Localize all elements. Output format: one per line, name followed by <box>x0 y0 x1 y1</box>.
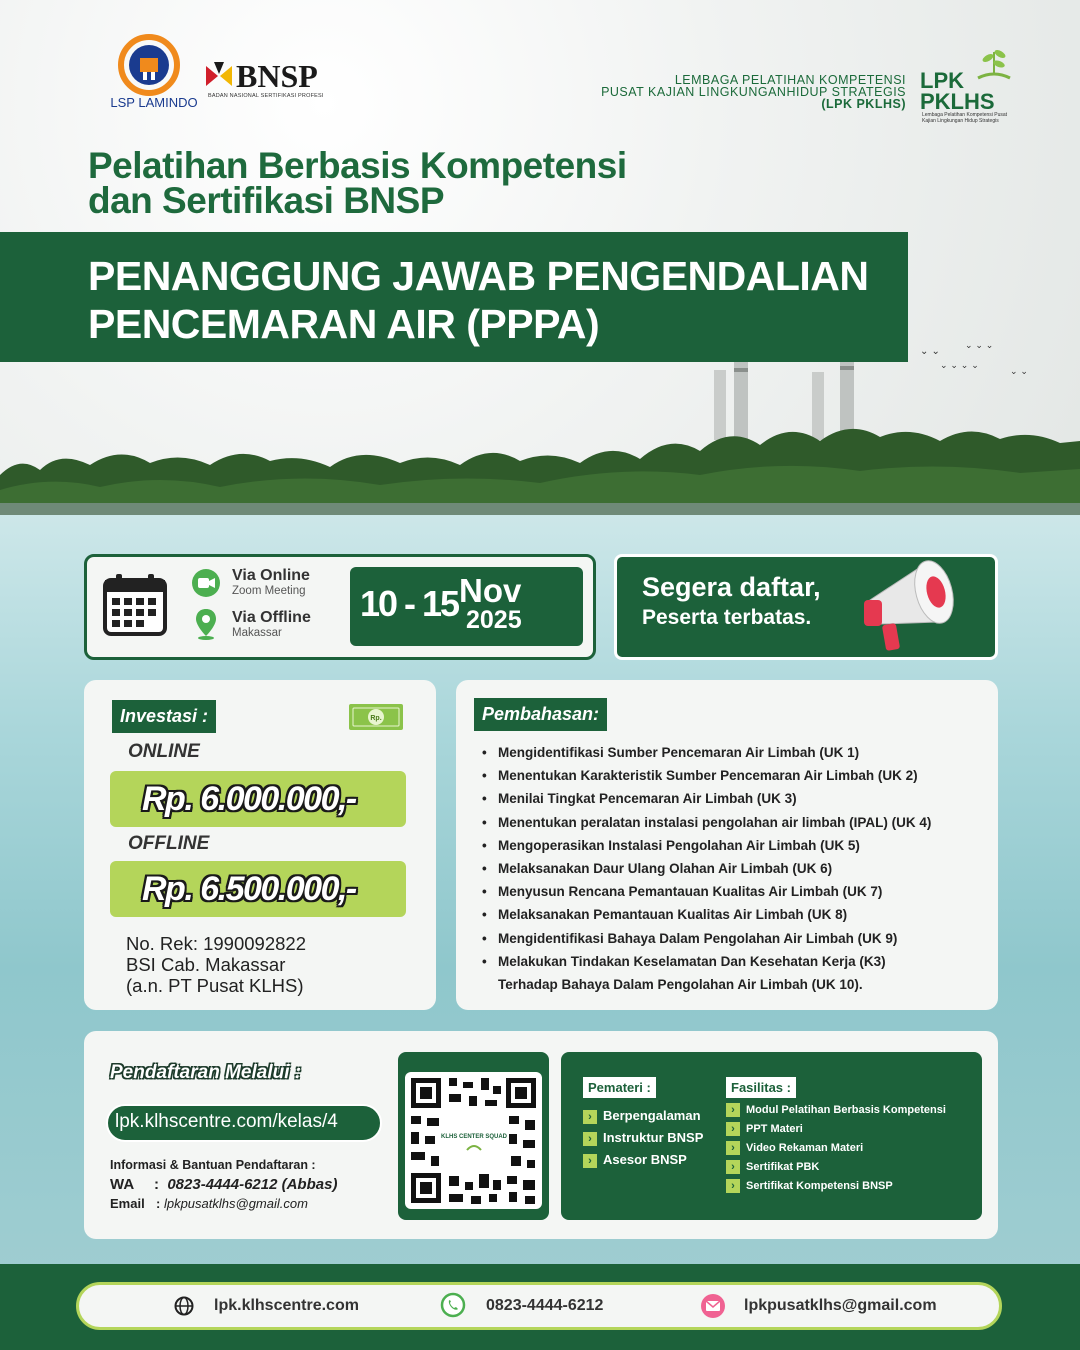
list-item: • Menyusun Rencana Pemantauan Kualitas Air Limbah (UK 7) <box>482 880 992 903</box>
qr-code[interactable] <box>405 1072 542 1209</box>
location-pin-icon <box>194 608 218 640</box>
help-title: Informasi & Bantuan Pendaftaran : <box>110 1158 316 1172</box>
qr-center-text: KLHS CENTER SQUAD <box>440 1134 508 1140</box>
chevron-right-icon: › <box>726 1141 740 1155</box>
birds-image <box>910 336 1060 386</box>
offline-label: Via Offline <box>232 609 311 626</box>
registration-url[interactable]: lpk.klhscentre.com/kelas/4 <box>115 1111 338 1132</box>
money-icon-text: Rp. <box>370 715 382 722</box>
footer-phone[interactable]: 0823-4444-6212 <box>486 1297 604 1314</box>
email-label: Email <box>110 1196 145 1211</box>
cta-line-2: Peserta terbatas. <box>642 606 812 629</box>
wa-label: WA <box>110 1176 135 1193</box>
headline <box>88 145 627 221</box>
bank-account-holder: (a.n. PT Pusat KLHS) <box>126 975 304 996</box>
list-item: › Instruktur BNSP <box>583 1130 703 1146</box>
bank-branch: BSI Cab. Makassar <box>126 954 286 975</box>
chevron-right-icon: › <box>583 1132 597 1146</box>
topics-list <box>482 741 992 996</box>
list-item: • Menilai Tingkat Pencemaran Air Limbah (UK 3) <box>482 787 992 810</box>
online-option <box>232 567 310 597</box>
megaphone-icon <box>858 548 968 658</box>
chevron-right-icon: › <box>726 1160 740 1174</box>
chevron-right-icon: › <box>583 1154 597 1168</box>
wa-number[interactable]: 0823-4444-6212 (Abbas) <box>167 1176 338 1193</box>
list-item: • Melakukan Tindakan Keselamatan Dan Kesehatan Kerja (K3) Terhadap Bahaya Dalam Pengolahan Air Limbah (UK 10). <box>482 950 922 996</box>
footer-website[interactable]: lpk.klhscentre.com <box>214 1297 359 1314</box>
list-item: › Sertifikat PBK <box>726 1160 946 1174</box>
topics-title: Pembahasan: <box>474 698 607 731</box>
online-label: Via Online <box>232 567 310 584</box>
online-sublabel: Zoom Meeting <box>232 585 306 597</box>
online-price: Rp. 6.000.000,- <box>142 780 356 818</box>
svg-text:⌄ ⌄ ⌄ ⌄: ⌄ ⌄ ⌄ ⌄ <box>940 361 979 371</box>
calendar-icon <box>102 572 168 638</box>
svg-text:⌄ ⌄: ⌄ ⌄ <box>920 346 940 357</box>
date-month: Nov <box>459 572 522 609</box>
list-item: • Menentukan peralatan instalasi pengolahan air limbah (IPAL) (UK 4) <box>482 811 992 834</box>
lpk-logo-line-1: LPK <box>920 68 964 93</box>
bank-account-info <box>126 933 306 996</box>
lsp-lamindo-logo <box>118 34 180 96</box>
facilities-list <box>726 1103 946 1193</box>
chevron-right-icon: › <box>726 1122 740 1136</box>
registration-title: Pendaftaran Melalui : <box>110 1062 302 1083</box>
money-icon <box>348 703 404 731</box>
wa-row: WA : 0823-4444-6212 (Abbas) <box>110 1176 338 1193</box>
lpk-logo-text <box>920 70 995 112</box>
lpk-logo-subtitle: Lembaga Pelatihan Kompetensi Pusat Kajian Lingkungan Hidup Strategis <box>922 112 1008 124</box>
chevron-right-icon: › <box>726 1103 740 1117</box>
bnsp-name: BNSP <box>236 58 318 94</box>
bnsp-subtitle: BADAN NASIONAL SERTIFIKASI PROFESI <box>208 93 324 99</box>
list-item: › Video Rekaman Materi <box>726 1141 946 1155</box>
list-item: • Mengoperasikan Instalasi Pengolahan Air Limbah (UK 5) <box>482 834 992 857</box>
offline-price: Rp. 6.500.000,- <box>142 870 356 908</box>
lpk-logo-line-2: PKLHS <box>920 89 995 114</box>
facilities-title: Fasilitas : <box>726 1077 796 1098</box>
speakers-title: Pemateri : <box>583 1077 656 1098</box>
svg-text:⌄ ⌄ ⌄: ⌄ ⌄ ⌄ <box>965 341 994 351</box>
list-item: • Mengidentifikasi Sumber Pencemaran Air Limbah (UK 1) <box>482 741 992 764</box>
lpk-line-3: (LPK PKLHS) <box>821 97 906 111</box>
online-price-label: ONLINE <box>128 741 200 762</box>
email-icon <box>700 1293 726 1319</box>
lsp-name: LSP LAMINDO <box>110 95 198 110</box>
svg-text:⌄ ⌄: ⌄ ⌄ <box>1010 367 1028 377</box>
list-item: • Mengidentifikasi Bahaya Dalam Pengolahan Air Limbah (UK 9) <box>482 927 992 950</box>
list-item: › Sertifikat Kompetensi BNSP <box>726 1179 946 1193</box>
headline-line-2: dan Sertifikasi BNSP <box>88 180 445 221</box>
course-title-line-1: PENANGGUNG JAWAB PENGENDALIAN <box>88 253 869 299</box>
email-row: Email : lpkpusatklhs@gmail.com <box>110 1196 308 1211</box>
video-camera-icon <box>190 568 222 598</box>
cta-line-1: Segera daftar, <box>642 572 821 602</box>
chevron-right-icon: › <box>583 1110 597 1124</box>
course-title-line-2: PENCEMARAN AIR (PPPA) <box>88 301 600 347</box>
footer-email[interactable]: lpkpusatklhs@gmail.com <box>744 1297 937 1314</box>
list-item: • Melaksanakan Daur Ulang Olahan Air Limbah (UK 6) <box>482 857 992 880</box>
whatsapp-icon <box>440 1292 466 1318</box>
speakers-list <box>583 1108 703 1168</box>
bnsp-emblem-icon <box>204 60 234 92</box>
chevron-right-icon: › <box>726 1179 740 1193</box>
list-item: › Asesor BNSP <box>583 1152 703 1168</box>
list-item: › Berpengalaman <box>583 1108 703 1124</box>
course-title <box>88 252 869 348</box>
email-address[interactable]: lpkpusatklhs@gmail.com <box>163 1196 308 1211</box>
list-item: › PPT Materi <box>726 1122 946 1136</box>
tree-line-image <box>0 415 1080 515</box>
headline-line-1: Pelatihan Berbasis Kompetensi <box>88 145 627 186</box>
list-item: • Menentukan Karakteristik Sumber Pencemaran Air Limbah (UK 2) <box>482 764 992 787</box>
date-year: 2025 <box>466 606 522 634</box>
lpk-description <box>560 74 906 110</box>
lpk-line-1: LEMBAGA PELATIHAN KOMPETENSI <box>674 73 906 87</box>
date-range: 10 - 15 <box>360 583 459 624</box>
list-item: • Melaksanakan Pemantauan Kualitas Air Limbah (UK 8) <box>482 903 992 926</box>
list-item: › Modul Pelatihan Berbasis Kompetensi <box>726 1103 946 1117</box>
offline-sublabel: Makassar <box>232 627 282 639</box>
offline-option <box>232 609 311 639</box>
bank-account-number: No. Rek: 1990092822 <box>126 933 306 954</box>
lpk-line-2: PUSAT KAJIAN LINGKUNGANHIDUP STRATEGIS <box>601 85 906 99</box>
globe-icon <box>174 1296 194 1316</box>
investment-title: Investasi : <box>112 700 216 733</box>
offline-price-label: OFFLINE <box>128 833 210 854</box>
